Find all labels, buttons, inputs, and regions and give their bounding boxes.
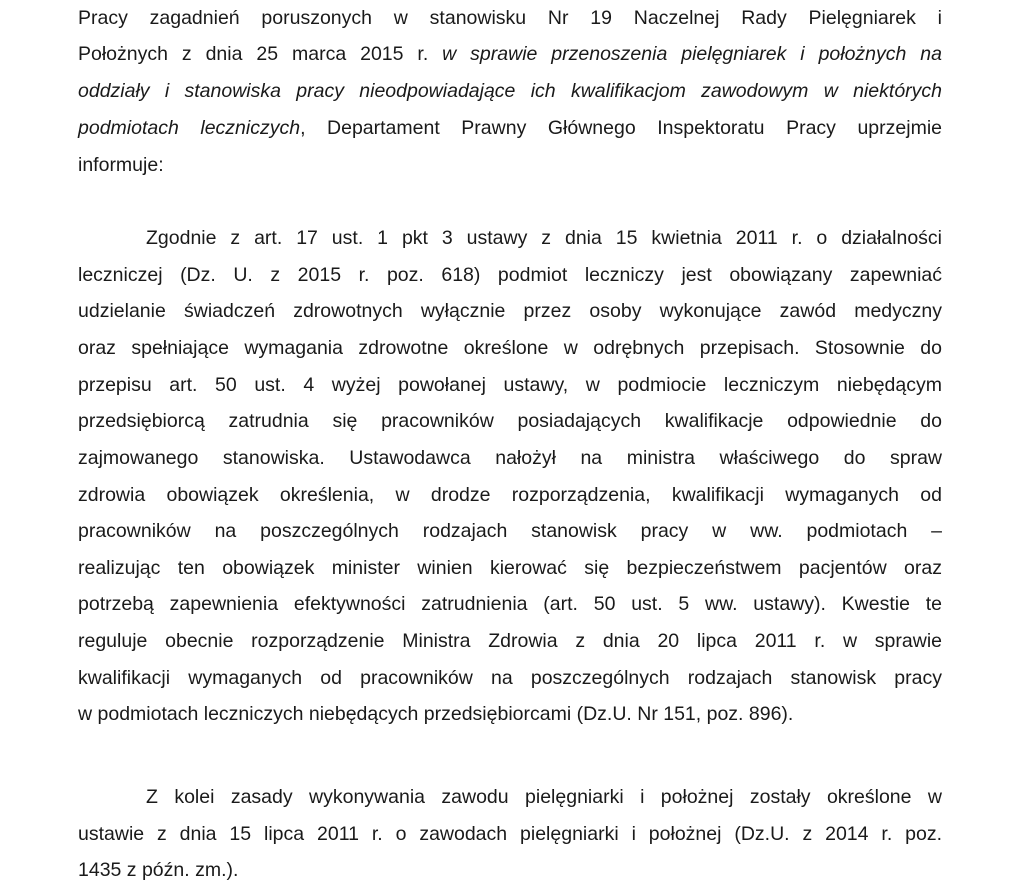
paragraph-2-line: udzielanie świadczeń zdrowotnych wyłącznie przez osoby wykonujące zawód medyczny	[78, 300, 942, 322]
paragraph-2-line: przepisu art. 50 ust. 4 wyżej powołanej ustawy, w podmiocie leczniczym niebędącym	[78, 374, 942, 396]
paragraph-2-line: Zgodnie z art. 17 ust. 1 pkt 3 ustawy z dnia 15 kwietnia 2011 r. o działalności	[146, 227, 942, 249]
paragraph-3-line: Z kolei zasady wykonywania zawodu pielęgniarki i położnej zostały określone w	[146, 786, 942, 808]
paragraph-2-line: zdrowia obowiązek określenia, w drodze rozporządzenia, kwalifikacji wymaganych od	[78, 484, 942, 506]
paragraph-3-line: 1435 z późn. zm.).	[78, 859, 239, 881]
document-subject-title-part-3: podmiotach leczniczych	[78, 117, 301, 139]
paragraph-1-line-1: Pracy zagadnień poruszonych w stanowisku Nr 19 Naczelnej Rady Pielęgniarek i	[78, 7, 942, 29]
paragraph-2-line: realizując ten obowiązek minister winien kierować się bezpieczeństwem pacjentów oraz	[78, 557, 942, 579]
paragraph-2-line: oraz spełniające wymagania zdrowotne określone w odrębnych przepisach. Stosownie do	[78, 337, 942, 359]
paragraph-2-line: przedsiębiorcą zatrudnia się pracowników posiadających kwalifikacje odpowiednie do	[78, 410, 942, 432]
paragraph-1-line-2	[78, 42, 942, 66]
paragraph-2-line: zajmowanego stanowiska. Ustawodawca nałożył na ministra właściwego do spraw	[78, 447, 942, 469]
document-subject-title-part-1: w sprawie przenoszenia pielęgniarek i położnych na	[442, 43, 942, 65]
document-subject-title-part-2: oddziały i stanowiska pracy nieodpowiadające ich kwalifikacjom zawodowym w niektórych	[78, 80, 942, 102]
paragraph-2-line: potrzebą zapewnienia efektywności zatrudnienia (art. 50 ust. 5 ww. ustawy). Kwestie te	[78, 593, 942, 615]
paragraph-2-line: w podmiotach leczniczych niebędących przedsiębiorcami (Dz.U. Nr 151, poz. 896).	[78, 703, 794, 725]
paragraph-1-line-4-text: , Departament Prawny Głównego Inspektoratu Pracy uprzejmie	[300, 117, 942, 139]
paragraph-2-line: pracowników na poszczególnych rodzajach stanowisk pracy w ww. podmiotach –	[78, 520, 942, 542]
paragraph-2-line: kwalifikacji wymaganych od pracowników na poszczególnych rodzajach stanowisk pracy	[78, 667, 942, 689]
paragraph-1-line-4	[78, 116, 942, 140]
paragraph-1-line-2-text: Położnych z dnia 25 marca 2015 r.	[78, 43, 443, 65]
paragraph-2-line: leczniczej (Dz. U. z 2015 r. poz. 618) podmiot leczniczy jest obowiązany zapewniać	[78, 264, 942, 286]
paragraph-3-line: ustawie z dnia 15 lipca 2011 r. o zawodach pielęgniarki i położnej (Dz.U. z 2014 r. poz.	[78, 823, 942, 845]
paragraph-2-line: reguluje obecnie rozporządzenie Ministra Zdrowia z dnia 20 lipca 2011 r. w sprawie	[78, 630, 942, 652]
paragraph-1-line-5: informuje:	[78, 154, 164, 176]
